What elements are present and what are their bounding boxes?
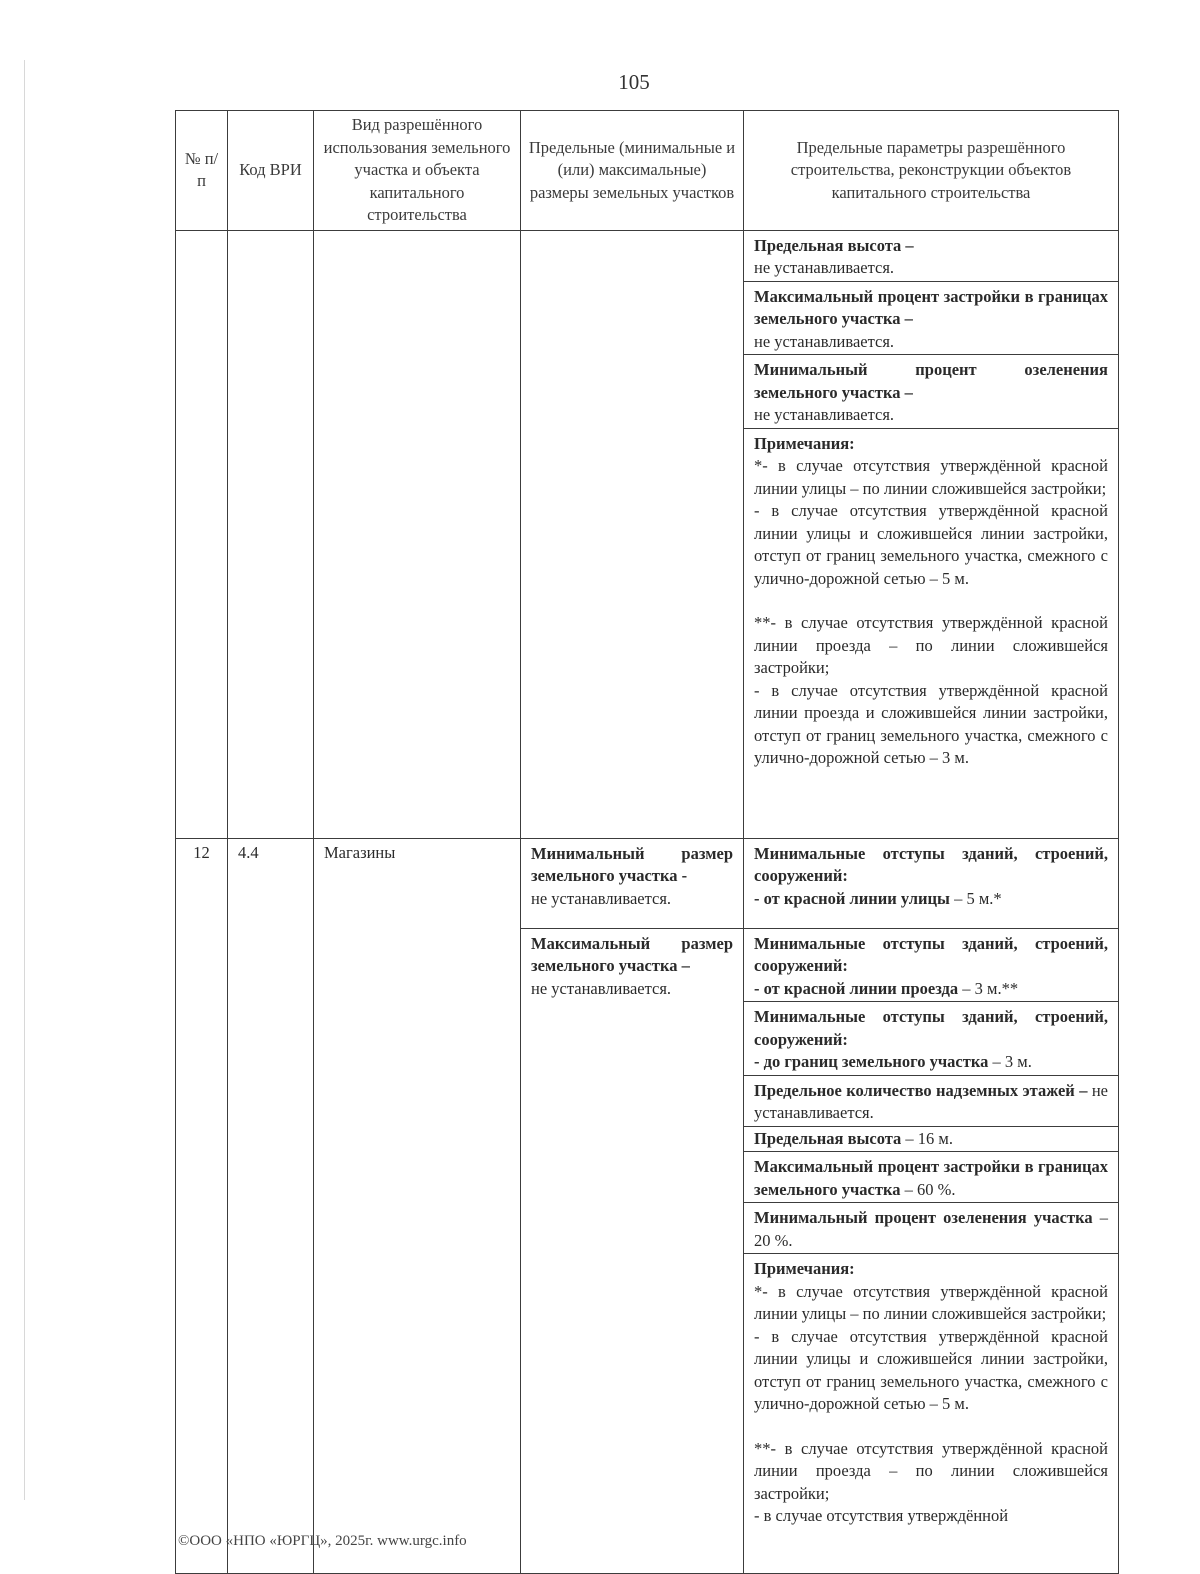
- row12-param-5: Предельная высота – 16 м.: [744, 1126, 1119, 1152]
- scan-margin-line: [24, 60, 25, 1500]
- param-height: Предельная высота – не устанавливается.: [744, 230, 1119, 281]
- row12-param-6: Максимальный процент застройки в границах земельного участка – 60 %.: [744, 1152, 1119, 1203]
- page-number: 105: [618, 70, 650, 94]
- table-header-row: [176, 111, 1119, 231]
- cell-code-empty: [228, 230, 314, 838]
- row12-param-4: Предельное количество надземных этажей – не устанавливается.: [744, 1075, 1119, 1126]
- row12-param-1: Минимальные отступы зданий, строений, сооружений: - от красной линии улицы – 5 м.*: [744, 838, 1119, 928]
- param-green-percent: Минимальный процент озеленения земельного участка – не устанавливается.: [744, 355, 1119, 429]
- param-build-percent: Максимальный процент застройки в границах земельного участка – не устанавливается.: [744, 281, 1119, 355]
- cell-use-empty: [314, 230, 521, 838]
- header-number: № п/п: [176, 111, 228, 231]
- param-notes: Примечания: *- в случае отсутствия утверждённой красной линии улицы – по линии сложившейся застройки; - в случае отсутствия утверждённой красной линии улицы и сложившейся линии застройки, отступ от границ земельного участка, смежного с улично-дорожной сетью – 5 м. **- в случае отсутствия утверждённой красной линии проезда – по линии сложившейся застройки; - в случае отсутствия утверждённой красной линии проезда и сложившейся линии застройки, отступ от границ земельного участка, смежного с улично-дорожной сетью – 3 м.: [744, 428, 1119, 838]
- table-row: [176, 230, 1119, 281]
- row12-param-2: Минимальные отступы зданий, строений, сооружений: - от красной линии проезда – 3 м.**: [744, 928, 1119, 1002]
- land-use-table: [175, 110, 1119, 1574]
- header-build-params: Предельные параметры разрешённого строительства, реконструкции объектов капитального строительства: [744, 111, 1119, 231]
- cell-number-empty: [176, 230, 228, 838]
- row12-min-size: Минимальный размер земельного участка - не устанавливается.: [521, 838, 744, 928]
- cell-size-empty: [521, 230, 744, 838]
- row12-max-size: Максимальный размер земельного участка – не устанавливается.: [521, 928, 744, 1574]
- row12-notes: Примечания: *- в случае отсутствия утверждённой красной линии улицы – по линии сложившейся застройки; - в случае отсутствия утверждённой красной линии улицы и сложившейся линии застройки, отступ от границ земельного участка, смежного с улично-дорожной сетью – 5 м. **- в случае отсутствия утверждённой красной линии проезда – по линии сложившейся застройки; - в случае отсутствия утверждённой: [744, 1254, 1119, 1574]
- header-use-type: Вид разрешённого использования земельного участка и объекта капитального строительства: [314, 111, 521, 231]
- row12-code: 4.4: [228, 838, 314, 1574]
- header-plot-sizes: Предельные (минимальные и (или) максимальные) размеры земельных участков: [521, 111, 744, 231]
- row12-number: 12: [176, 838, 228, 1574]
- footer-copyright: ©ООО «НПО «ЮРГЦ», 2025г. www.urgc.info: [178, 1533, 467, 1549]
- row12-param-3: Минимальные отступы зданий, строений, сооружений: - до границ земельного участка – 3 м.: [744, 1002, 1119, 1076]
- row12-use: Магазины: [314, 838, 521, 1574]
- table-row-12: [176, 838, 1119, 928]
- header-code: Код ВРИ: [228, 111, 314, 231]
- row12-param-7: Минимальный процент озеленения участка – 20 %.: [744, 1203, 1119, 1254]
